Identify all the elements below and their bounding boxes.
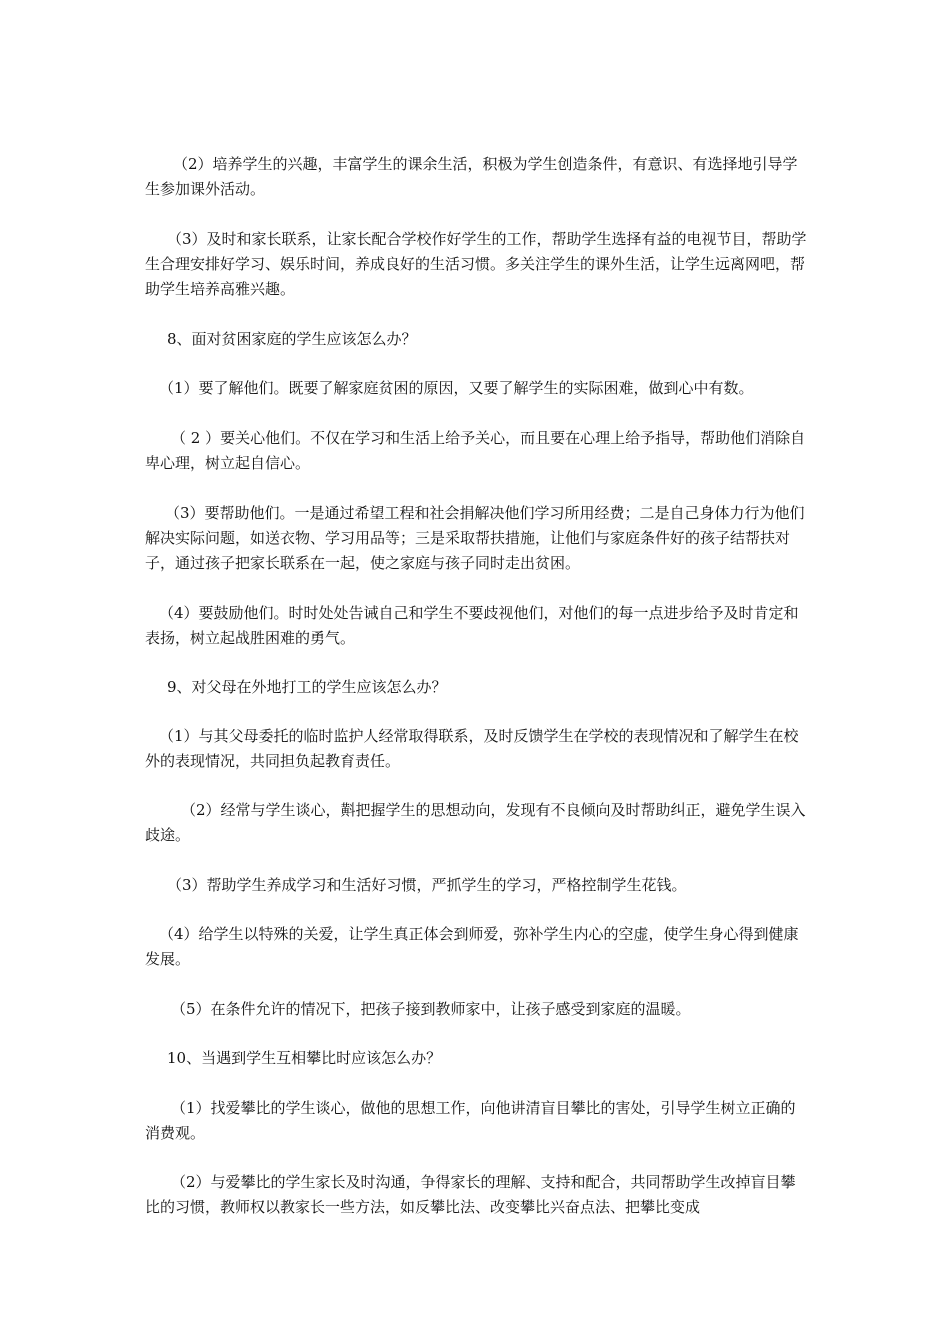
paragraph-2-care: （ 2 ）要关心他们。不仅在学习和生活上给予关心，而且要在心理上给予指导，帮助他们消除自卑心理，树立起自信心。 bbox=[145, 429, 806, 472]
heading-9-migrant-parents: 9、对父母在外地打工的学生应该怎么办？ bbox=[167, 678, 447, 696]
paragraph-1-understand: （1）要了解他们。既要了解家庭贫困的原因，又要了解学生的实际困难，做到心中有数。 bbox=[159, 379, 754, 397]
paragraph-4-encourage: （4）要鼓励他们。时时处处告诫自己和学生不要歧视他们，对他们的每一点进步给予及时肯定和表扬，树立起战胜困难的勇气。 bbox=[145, 604, 799, 647]
paragraph-1-guardian: （1）与其父母委托的临时监护人经常取得联系，及时反馈学生在学校的表现情况和了解学生在校外的表现情况，共同担负起教育责任。 bbox=[145, 727, 799, 770]
paragraph-1-talk-comparison: （1）找爱攀比的学生谈心，做他的思想工作，向他讲清盲目攀比的害处，引导学生树立正确的消费观。 bbox=[145, 1099, 796, 1142]
heading-8-poor-families: 8、面对贫困家庭的学生应该怎么办？ bbox=[167, 330, 417, 348]
heading-10-comparison: 10、当遇到学生互相攀比时应该怎么办？ bbox=[167, 1049, 442, 1067]
paragraph-3-help: （3）要帮助他们。一是通过希望工程和社会捐解决他们学习所用经费；二是自己身体力行为他们解决实际问题，如送衣物、学习用品等；三是采取帮扶措施，让他们与家庭条件好的孩子结帮扶对子，通过孩子把家长联系在一起，使之家庭与孩子同时走出贫困。 bbox=[145, 504, 805, 572]
paragraph-2-interest: （2）培养学生的兴趣，丰富学生的课余生活，积极为学生创造条件，有意识、有选择地引导学生参加课外活动。 bbox=[145, 155, 798, 198]
paragraph-4-care: （4）给学生以特殊的关爱，让学生真正体会到师爱，弥补学生内心的空虚，使学生身心得到健康发展。 bbox=[145, 925, 799, 968]
paragraph-2-talk: （2）经常与学生谈心，斢把握学生的思想动向，发现有不良倾向及时帮助纠正，避免学生误入歧途。 bbox=[145, 801, 806, 844]
paragraph-2-parent-communication: （2）与爱攀比的学生家长及时沟通，争得家长的理解、支持和配合，共同帮助学生改掉盲目攀比的习惯，教师权以教家长一些方法，如反攀比法、改变攀比兴奋点法、把攀比变成 bbox=[145, 1173, 796, 1216]
paragraph-3-habits: （3）帮助学生养成学习和生活好习惯，严抓学生的学习，严格控制学生花钱。 bbox=[167, 876, 687, 894]
paragraph-5-home: （5）在条件允许的情况下，把孩子接到教师家中，让孩子感受到家庭的温暖。 bbox=[171, 1000, 691, 1018]
paragraph-3-parent-contact: （3）及时和家长联系，让家长配合学校作好学生的工作，帮助学生选择有益的电视节目，帮助学生合理安排好学习、娱乐时间，养成良好的生活习惯。多关注学生的课外生活，让学生远离网吧，帮助学生培养高雅兴趣。 bbox=[145, 230, 807, 298]
